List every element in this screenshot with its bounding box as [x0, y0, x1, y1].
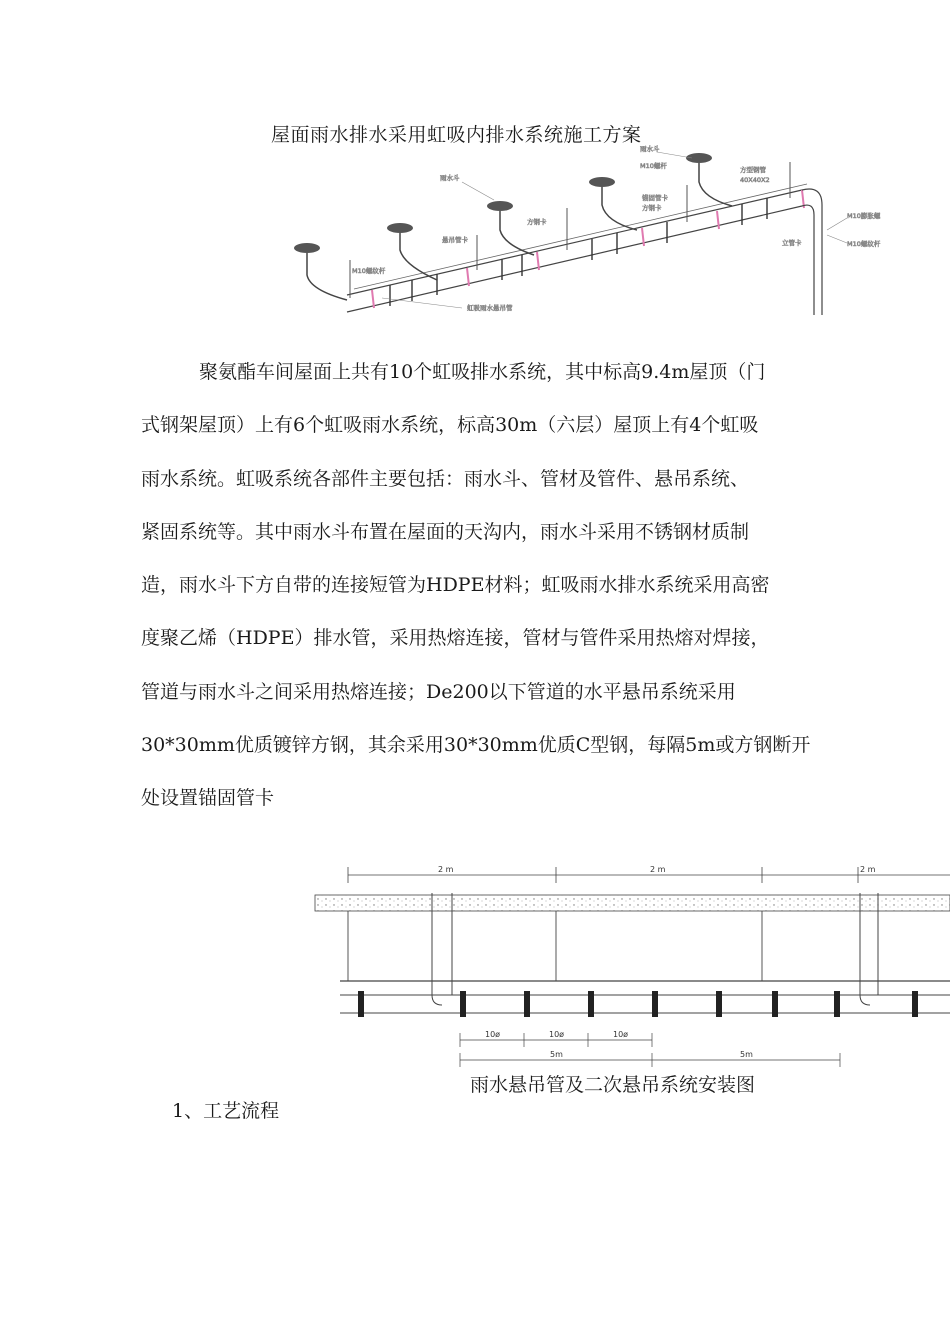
dim-small-3: 10ø [613, 1030, 629, 1039]
dim-bottom-1: 5m [550, 1050, 563, 1059]
label-rain-bucket-top: 雨水斗 [640, 145, 660, 153]
riser-pipe [802, 189, 822, 315]
label-rain-bucket: 雨水斗 [440, 174, 460, 182]
figure-caption: 雨水悬吊管及二次悬吊系统安装图 [470, 1074, 756, 1096]
paragraph-line: 聚氨酯车间屋面上共有10个虹吸排水系统，其中标高9.4m屋顶（门 [199, 361, 766, 383]
siphonic-system-figure [262, 140, 950, 340]
top-dimension-labels [438, 865, 876, 874]
horizontal-pipe [340, 995, 950, 1013]
dim-top-3: 2 m [860, 865, 876, 874]
paragraph-line: 雨水系统。虹吸系统各部件主要包括：雨水斗、管材及管件、悬吊系统、 [141, 467, 750, 490]
label-pipe-bottom: 虹吸雨水悬吊管 [467, 304, 513, 312]
paragraph-line: 度聚乙烯（HDPE）排水管，采用热熔连接，管材与管件采用热熔对焊接， [141, 627, 770, 650]
body-paragraph [141, 346, 861, 826]
dim-small-1: 10ø [485, 1030, 501, 1039]
hanger-rods [350, 162, 790, 298]
suspension-pipe-figure [300, 855, 950, 1070]
concrete-slab [315, 895, 950, 911]
pipe-clamps [390, 198, 767, 306]
label-m10-rod-right: M10螺纹杆 [847, 240, 881, 248]
label-suspension: 悬吊管卡 [442, 236, 468, 244]
label-clamp: 方钢卡 [527, 218, 547, 226]
label-square-steel: 方型钢管 [740, 166, 766, 174]
main-pipe [347, 184, 807, 312]
label-riser-clamp: 立管卡 [782, 239, 802, 247]
label-anchor-fixing: 锚固管卡 [642, 194, 668, 202]
paragraph-line: 紧固系统等。其中雨水斗布置在屋面的天沟内，雨水斗采用不锈钢材质制 [141, 520, 750, 543]
paragraph-line: 式钢架屋顶）上有6个虹吸雨水系统，标高30m（六层）屋顶上有4个虹吸 [141, 414, 759, 437]
dim-small-2: 10ø [549, 1030, 565, 1039]
paragraph-line: 处设置锚固管卡 [141, 787, 275, 810]
paragraph-line: 30*30mm优质镀锌方钢，其余采用30*30mm优质C型钢，每隔5m或方钢断开 [141, 734, 811, 757]
document-title: 屋面雨水排水采用虹吸内排水系统施工方案 [271, 124, 642, 146]
label-threaded-rod: M10螺纹杆 [352, 267, 386, 275]
bottom-dimensions [460, 1033, 840, 1067]
label-m10-expansion-right: M10膨胀螺 [847, 212, 881, 220]
dim-top-2: 2 m [650, 865, 666, 874]
dim-bottom-2: 5m [740, 1050, 753, 1059]
paragraph-line: 管道与雨水斗之间采用热熔连接；De200以下管道的水平悬吊系统采用 [141, 680, 736, 703]
bottom-dimension-labels [485, 1030, 753, 1059]
label-m10-rod: M10螺杆 [640, 162, 667, 170]
label-pipe-clamp: 方钢卡 [642, 204, 662, 212]
dim-top-1: 2 m [438, 865, 454, 874]
label-square-steel-size: 40X40X2 [740, 176, 770, 184]
section-heading: 1、工艺流程 [172, 1100, 280, 1122]
paragraph-line: 造，雨水斗下方自带的连接短管为HDPE材料；虹吸雨水排水系统采用高密 [141, 574, 770, 597]
hanger-rods [348, 911, 762, 981]
